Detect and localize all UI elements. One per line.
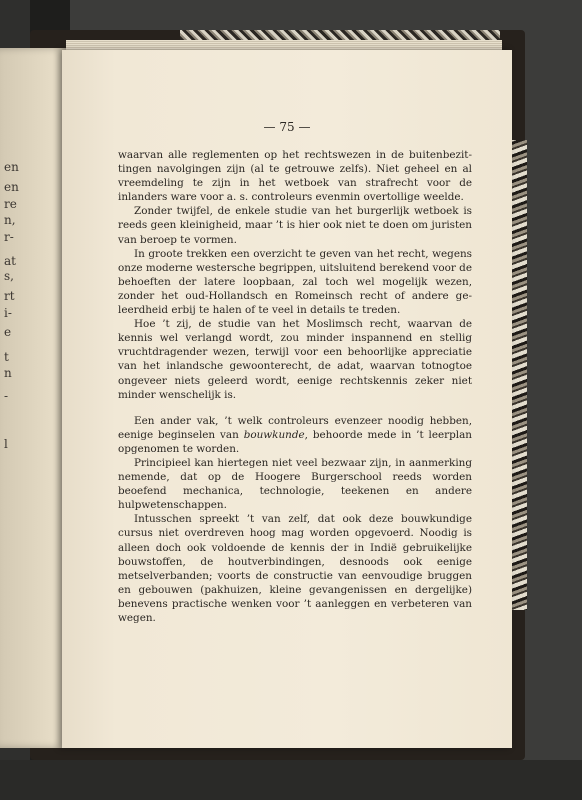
- text-run: , behoorde mede in ’t leerplan opgenomen te worden.: [118, 428, 472, 455]
- paragraph-p7: [118, 512, 472, 625]
- text-run: Principieel kan hiertegen niet veel bezwaar zijn, in aanmerking nemende, dat op de Hoogere Burgerschool reeds worden beoefend mechanica, technologie, teekenen en andere hulpwetenschappen.: [118, 456, 472, 512]
- text-run: Intusschen spreekt ’t van zelf, dat ook deze bouwkundige cursus niet overdreven hoog mag worden opgevoerd. Noodig is alleen doch ook voldoende de kennis der in Indië gebruikelijke bouwstoffen, de houtverbindingen, desnoods ook eenige metselverbanden; voorts de constructie van eenvoudige bruggen en gebouwen (pakhuizen, kleine gevangenissen en dergelijke) benevens practische wenken voor ’t aanleggen en verbeteren van wegen.: [118, 513, 472, 624]
- scanner-bottom-edge: [0, 760, 582, 800]
- left-page: [0, 48, 70, 748]
- page-number: — 75 —: [263, 120, 311, 134]
- left-page-fragment: en: [4, 160, 19, 174]
- paragraph-p2: [118, 204, 472, 246]
- left-page-fragment: n: [4, 366, 12, 380]
- left-page-fragment: s,: [4, 269, 14, 283]
- left-page-fragment: re: [4, 197, 17, 211]
- left-page-fragment: n,: [4, 213, 16, 227]
- paragraph-p3: [118, 247, 472, 317]
- paragraph-p6: [118, 456, 472, 512]
- text-run: waarvan alle reglementen op het rechtswezen in de buitenbezittingen navolgingen zijn (al te getrouwe zelfs). Niet geheel en al vreemdeling te zijn in het wetboek van strafrecht voor de inlanders ware voor a. s. controleurs evenmin overtollige weelde.: [118, 149, 472, 204]
- emphasized-term: bouwkunde: [243, 428, 305, 441]
- paragraph-p1: [118, 148, 472, 204]
- right-page: [62, 50, 512, 748]
- text-run: Hoe ’t zij, de studie van het Moslimsch recht, waarvan de kennis wel verlangd wordt, zou minder inspannend en stellig vruchtdragender wezen, terwijl voor een behoorlijke appreciatie van het inlandsche gewoonterecht, de adat, waarvan totnogtoe ongeveer niets geleerd wordt, eenige rechtskennis zeker niet minder wenschelijk is.: [118, 318, 472, 401]
- left-page-fragment: at: [4, 254, 16, 268]
- paragraph-p5: [118, 414, 472, 456]
- page-text: [118, 148, 472, 625]
- text-run: In groote trekken een overzicht te geven van het recht, wegens onze moderne westersche begrippen, uitsluitend berekend voor de behoeften der latere loopbaan, zal toch wel mogelijk wezen, zonder het oud-Hollandsch en Romeinsch recht of andere geleerdheid erbij te halen of te veel in details te treden.: [118, 247, 472, 317]
- paragraph-p4: [118, 317, 472, 402]
- text-run: Een ander vak, ’t welk controleurs evenzeer noodig hebben, eenige beginselen van: [118, 414, 472, 441]
- text-run: Zonder twijfel, de enkele studie van het burgerlijk wetboek is reeds geen kleinigheid, maar ’t is hier ook niet te doen om juristen van beroep te vormen.: [118, 205, 472, 246]
- left-page-fragment: e: [4, 325, 12, 339]
- left-page-fragment: rt: [4, 289, 15, 303]
- left-page-fragment: t: [4, 350, 9, 364]
- left-page-fragment: en: [4, 180, 19, 194]
- left-page-fragment: -: [4, 389, 9, 403]
- left-page-fragment: i-: [4, 306, 12, 320]
- left-page-fragment: r-: [4, 230, 14, 244]
- left-page-fragment: l: [4, 437, 8, 451]
